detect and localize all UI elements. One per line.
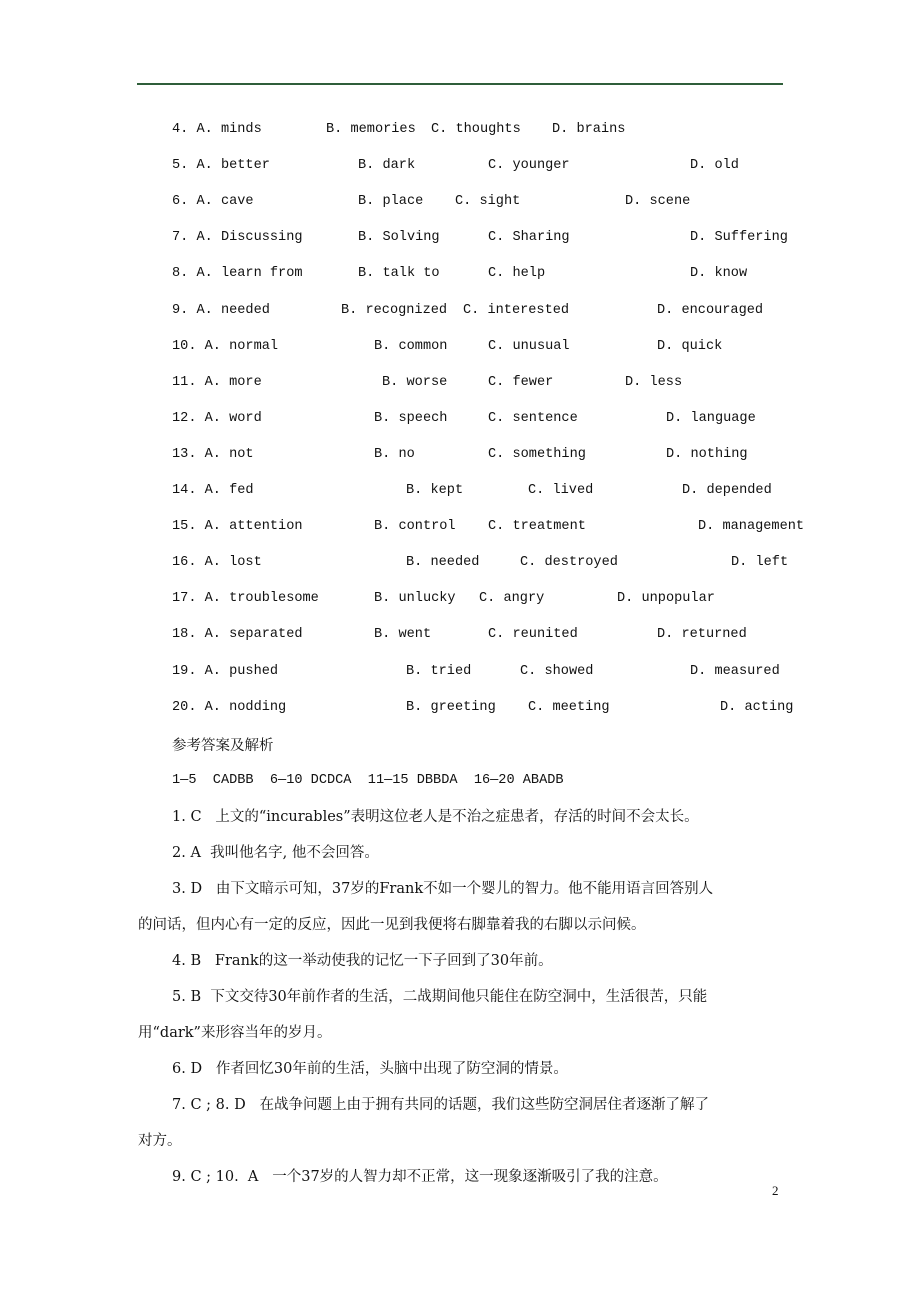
option-b: B. place bbox=[358, 194, 424, 210]
explanation-line: 用“dark”来形容当年的岁月。 bbox=[138, 1025, 332, 1041]
option-c: C. sentence bbox=[488, 410, 578, 426]
option-c: C. showed bbox=[520, 663, 594, 679]
option-c: C. Sharing bbox=[488, 230, 570, 246]
option-d: D. unpopular bbox=[617, 591, 715, 607]
option-a: 12. A. word bbox=[172, 410, 262, 426]
option-c: C. help bbox=[488, 266, 546, 282]
option-c: C. unusual bbox=[488, 338, 570, 354]
option-d: D. brains bbox=[552, 122, 626, 137]
option-a: 8. A. learn from bbox=[172, 266, 303, 282]
option-d: D. management bbox=[698, 519, 805, 535]
option-d: D. acting bbox=[720, 699, 794, 715]
option-b: B. dark bbox=[358, 158, 416, 174]
option-a: 5. A. better bbox=[172, 158, 270, 174]
option-b: B. tried bbox=[406, 663, 472, 679]
option-c: C. destroyed bbox=[520, 555, 618, 571]
explanation-line: 2. A 我叫他名字, 他不会回答。 bbox=[172, 845, 379, 861]
option-b: B. no bbox=[374, 446, 415, 462]
option-b: B. needed bbox=[406, 555, 480, 571]
explanation-line: 的问话，但内心有一定的反应，因此一见到我便将右脚靠着我的右脚以示问候。 bbox=[138, 917, 646, 933]
option-d: D. returned bbox=[657, 627, 747, 643]
option-c: C. meeting bbox=[528, 699, 610, 715]
explanation-line: 对方。 bbox=[138, 1133, 182, 1149]
option-a: 10. A. normal bbox=[172, 338, 279, 354]
explanation-line: 6. D 作者回忆30年前的生活，头脑中出现了防空洞的情景。 bbox=[172, 1061, 568, 1077]
option-a: 14. A. fed bbox=[172, 483, 254, 498]
option-c: C. fewer bbox=[488, 374, 554, 390]
option-a: 6. A. cave bbox=[172, 194, 254, 210]
option-c: C. lived bbox=[528, 483, 594, 498]
option-a: 7. A. Discussing bbox=[172, 230, 303, 246]
option-a: 17. A. troublesome bbox=[172, 591, 319, 607]
option-c: C. treatment bbox=[488, 519, 586, 535]
option-b: B. speech bbox=[374, 410, 448, 426]
option-d: D. language bbox=[666, 410, 756, 426]
option-c: C. angry bbox=[479, 591, 545, 607]
explanation-line: 5. B 下文交待30年前作者的生活，二战期间他只能住在防空洞中，生活很苦，只能 bbox=[172, 989, 708, 1005]
option-a: 20. A. nodding bbox=[172, 699, 287, 715]
option-d: D. old bbox=[690, 158, 739, 174]
option-b: B. talk to bbox=[358, 266, 440, 282]
option-d: D. measured bbox=[690, 663, 780, 679]
header-rule bbox=[137, 83, 783, 85]
option-a: 19. A. pushed bbox=[172, 663, 279, 679]
option-d: D. know bbox=[690, 266, 748, 282]
option-a: 13. A. not bbox=[172, 446, 254, 462]
explanation-line: 4. B Frank的这一举动使我的记忆一下子回到了30年前。 bbox=[172, 953, 553, 969]
option-c: C. sight bbox=[455, 194, 521, 210]
option-a: 15. A. attention bbox=[172, 519, 303, 535]
option-b: B. kept bbox=[406, 483, 464, 498]
option-d: D. quick bbox=[657, 338, 723, 354]
option-b: B. common bbox=[374, 338, 448, 354]
option-c: C. thoughts bbox=[431, 122, 521, 137]
option-d: D. depended bbox=[682, 483, 772, 498]
option-b: B. recognized bbox=[341, 302, 448, 318]
option-d: D. nothing bbox=[666, 446, 748, 462]
option-a: 18. A. separated bbox=[172, 627, 303, 643]
option-a: 11. A. more bbox=[172, 374, 262, 390]
option-a: 4. A. minds bbox=[172, 122, 262, 137]
answer-key: 1—5 CADBB 6—10 DCDCA 11—15 DBBDA 16—20 ABADB bbox=[172, 773, 564, 788]
option-d: D. scene bbox=[625, 194, 691, 210]
page-number: 2 bbox=[772, 1183, 779, 1198]
option-d: D. less bbox=[625, 374, 683, 390]
option-b: B. control bbox=[374, 519, 456, 535]
option-b: B. Solving bbox=[358, 230, 440, 246]
explanation-line: 9. C ; 10. A 一个37岁的人智力却不正常，这一现象逐渐吸引了我的注意。 bbox=[172, 1169, 668, 1185]
option-a: 9. A. needed bbox=[172, 302, 270, 318]
option-d: D. left bbox=[731, 555, 789, 571]
option-d: D. encouraged bbox=[657, 302, 764, 318]
option-b: B. memories bbox=[326, 122, 416, 137]
explanation-line: 1. C 上文的“incurables”表明这位老人是不治之症患者，存活的时间不会太长。 bbox=[172, 809, 699, 825]
option-c: C. younger bbox=[488, 158, 570, 174]
option-b: B. went bbox=[374, 627, 432, 643]
explanation-line: 3. D 由下文暗示可知，37岁的Frank不如一个婴儿的智力。他不能用语言回答别人 bbox=[172, 881, 714, 897]
option-b: B. worse bbox=[382, 374, 448, 390]
option-c: C. reunited bbox=[488, 627, 578, 643]
answers-heading: 参考答案及解析 bbox=[172, 738, 274, 754]
option-b: B. unlucky bbox=[374, 591, 456, 607]
explanation-line: 7. C ; 8. D 在战争问题上由于拥有共同的话题，我们这些防空洞居住者逐渐了解了 bbox=[172, 1097, 710, 1113]
option-d: D. Suffering bbox=[690, 230, 788, 246]
option-b: B. greeting bbox=[406, 699, 496, 715]
option-a: 16. A. lost bbox=[172, 555, 262, 571]
option-c: C. something bbox=[488, 446, 586, 462]
option-c: C. interested bbox=[463, 302, 570, 318]
